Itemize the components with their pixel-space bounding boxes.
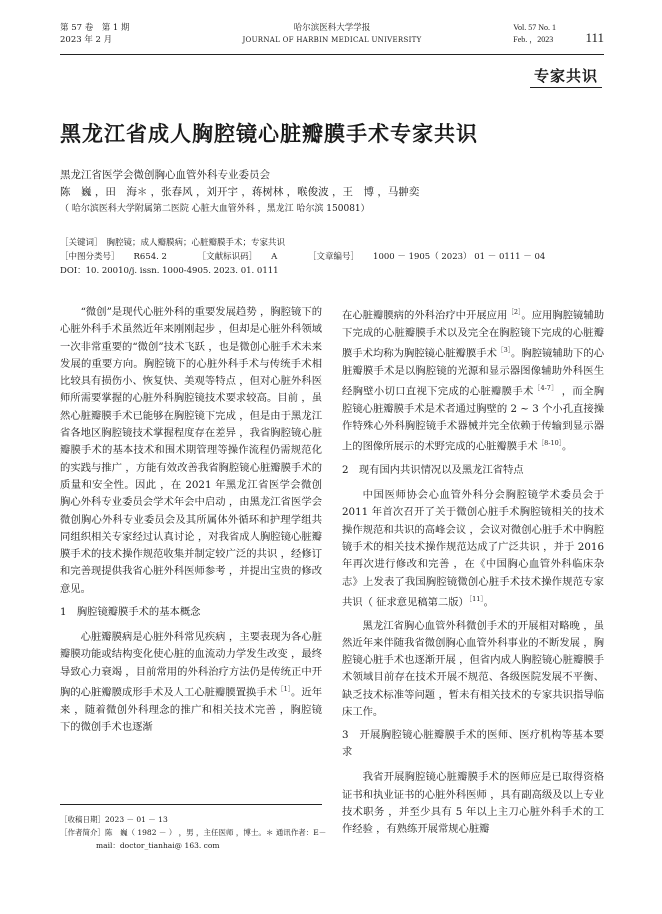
- section-badge: 专家共识: [530, 64, 602, 88]
- section-3-paragraph: 我省开展胸腔镜心脏瓣膜手术的医师应是已取得资格证书和执业证书的心脏外科医师 ，具有副高级及以上专业技术职务 ，并至少具有 5 年以上主刀心脏外科手术的工作经验 ，有熟练开展常规心脏瓣: [342, 771, 604, 836]
- doc-code-label: ［文献标识码］: [197, 252, 258, 262]
- keywords-label: ［关键词］: [60, 238, 103, 248]
- authors-block: [60, 167, 602, 218]
- keywords-row: [60, 236, 602, 250]
- section-heading-3: 3 开展胸腔镜心脏瓣膜手术的医师、医疗机构等基本要求: [342, 729, 604, 759]
- volume-info-en: [513, 22, 556, 46]
- section-1-text-tail: 。近年来 ，随着微创外科理念的推广和相关技术完善 ，胸腔镜下的微创手术也逐渐: [60, 686, 322, 733]
- left-column: [60, 304, 322, 742]
- citation: ［1］: [277, 684, 292, 693]
- continued-text-b: 。应用胸腔镜辅助下完成的心脏瓣膜手术以及完全在胸腔镜下完成的心脏瓣膜手术均称为胸腔镜心脏瓣膜手术: [342, 309, 604, 360]
- article-id-label: ［文章编号］: [308, 252, 360, 262]
- intro-paragraph: “微创”是现代心脏外科的重要发展趋势 ，胸腔镜下的心脏外科手术虽然近年来刚刚起步 ，但却是心脏外科领域一次非常重要的“微创”技术飞跃 ，也是微创心脏手术未来发展的重要方向。胸腔镜下的心脏外科手术与传统手术相比较具有损伤小、恢复快、美观等特点 ，但对心脏外科医师所需要掌握的心脏外科胸腔镜技术要求较高。目前 ，虽然心脏瓣膜手术已能够在胸腔镜下完成 ，但是由于黑龙江省各地区胸腔镜技术掌握程度存在差异 ，我省胸腔镜心脏瓣膜手术的基本技术和围术期管理等操作流程仍需规范化的实践与推广 ，方能有效改善我省胸腔镜心脏瓣膜手术的质量和安全性。因此 ，在 2021 年黑龙江省医学会微创胸心外科专业委员会学术年会中启动 ，由黑龙江省医学会微创胸心外科专业委员会及其所属体外循环和护理学组共同组织相关专家经过认真讨论 ，对我省成人胸腔镜心脏瓣膜手术的技术操作规范收集并制定较广泛的共识 ，经修订和完善现提供我省心脏外科医师参考 ，并提出宝贵的修改意见。: [60, 306, 322, 595]
- article-id-field: [308, 252, 559, 262]
- section-1-text: 心脏瓣膜病是心脏外科常见疾病 ，主要表现为各心脏瓣膜功能或结构变化使心脏的血流动力学发生改变 ，最终导致心力衰竭 ，目前常用的外科治疗方法仍是传统正中开胸的心脏瓣膜成形手术及人工心脏瓣膜置换手术: [60, 631, 322, 699]
- page-number: 111: [585, 30, 604, 45]
- received-date: ［收稿日期］2023 － 01 － 13: [60, 815, 168, 824]
- clc-field: [60, 252, 181, 262]
- continued-text-a: 在心脏瓣膜病的外科治疗中开展应用: [342, 309, 508, 322]
- section-2-paragraph-1: [342, 487, 604, 612]
- citation: ［8-10］: [537, 439, 562, 448]
- section-1-paragraph: [60, 629, 322, 736]
- footnote: [60, 804, 327, 852]
- journal-name-en: JOURNAL OF HARBIN MEDICAL UNIVERSITY: [242, 36, 422, 44]
- citation: ［3］: [497, 346, 512, 355]
- doi: DOI：10. 20010/j. issn. 1000-4905. 2023. 01. 0111: [60, 266, 279, 276]
- section-heading-2: 2 现有国内共识情况以及黑龙江省特点: [342, 464, 524, 477]
- clc-value: R654. 2: [133, 252, 167, 262]
- classification-row: [60, 250, 602, 264]
- author-intro: ［作者简介］陈 巍（ 1982 － ） ，男 ，主任医师 ，博士。＊ 通讯作者：E－: [60, 828, 327, 837]
- section-2-text-tail: 。: [483, 596, 494, 609]
- corresponding-email: mail：doctor_tianhai@ 163. com: [96, 841, 220, 850]
- article-id-value: 1000 － 1905（ 2023） 01 － 0111 － 04: [373, 252, 546, 262]
- citation: ［11］: [468, 594, 484, 603]
- running-head: [60, 22, 604, 55]
- citation: ［4-7］: [533, 384, 559, 393]
- volume-issue: 第 57 卷 第 1 期: [60, 23, 130, 33]
- section-heading-1: 1 胸腔镜瓣膜手术的基本概念: [60, 606, 201, 619]
- issue-date-en: Feb. ，2023: [513, 35, 554, 44]
- keywords: 胸腔镜；成人瓣膜病；心脏瓣膜手术；专家共识: [106, 238, 286, 248]
- right-column: [342, 304, 604, 845]
- article-meta: [60, 236, 602, 278]
- clc-label: ［中图分类号］: [60, 252, 120, 262]
- section-2-text: 中国医师协会心血管外科分会胸腔镜学术委员会于 2011 年首次召开了关于微创心脏手术胸腔镜相关的技术操作规范和共识的高峰会议 ，会议对微创心脏手术中胸腔镜手术的相关技术操作规范达成了广泛共识 ，并于 2016 年再次进行修改和完善 ，在《中国胸心血管外科临床杂志》上发表了我国胸腔镜微创心脏手术技术操作规范专家共识（ 征求意见稿第二版）: [342, 489, 604, 609]
- doc-code-value: A: [271, 252, 278, 262]
- affiliation: （ 哈尔滨医科大学附属第二医院 心脏大血管外科 ，黑龙江 哈尔滨 150081）: [60, 204, 370, 214]
- section-1-continued: [342, 304, 604, 456]
- continued-text-d: ，而全胸腔镜心脏瓣膜手术是术者通过胸壁的 2 ~ 3 个小孔直接操作特殊心外科胸腔镜手术器械并完全依赖于传输到显示器上的图像所展示的术野完成的心脏瓣膜手术: [342, 385, 604, 453]
- continued-text-c: 。胸腔镜辅助下的心脏瓣膜手术是以胸腔镜的光源和显示器图像辅助外科医生经胸壁小切口直视下完成的心脏瓣膜手术: [342, 347, 605, 398]
- citation: ［2］: [507, 308, 522, 316]
- volume-issue-en: Vol. 57 No. 1: [513, 23, 556, 32]
- committee: 黑龙江省医学会微创胸心血管外科专业委员会: [60, 169, 270, 181]
- doc-code-field: [198, 252, 292, 262]
- article-title: 黑龙江省成人胸腔镜心脏瓣膜手术专家共识: [60, 122, 478, 146]
- journal-name-cn: 哈尔滨医科大学学报: [293, 23, 371, 33]
- author-list: 陈 巍 ，田 海＊ ，张春风 ，刘开宇 ，蒋树林 ，喉俊波 ，王 博 ，马翀奕: [60, 186, 420, 198]
- issue-date: 2023 年 2 月: [60, 35, 113, 45]
- section-2-paragraph-2: 黑龙江省胸心血管外科微创手术的开展相对略晚 ，虽然近年来伴随我省微创胸心血管外科事业的不断发展 ，胸腔镜心脏手术也逐渐开展 ，但省内成人胸腔镜心脏瓣膜手术领域目前存在技术开展不规范、各级医院发展不平衡、缺乏技术标准等问题 ，暂未有相关技术的专家共识指导临床工作。: [342, 619, 604, 719]
- continued-text-e: 。: [562, 440, 573, 453]
